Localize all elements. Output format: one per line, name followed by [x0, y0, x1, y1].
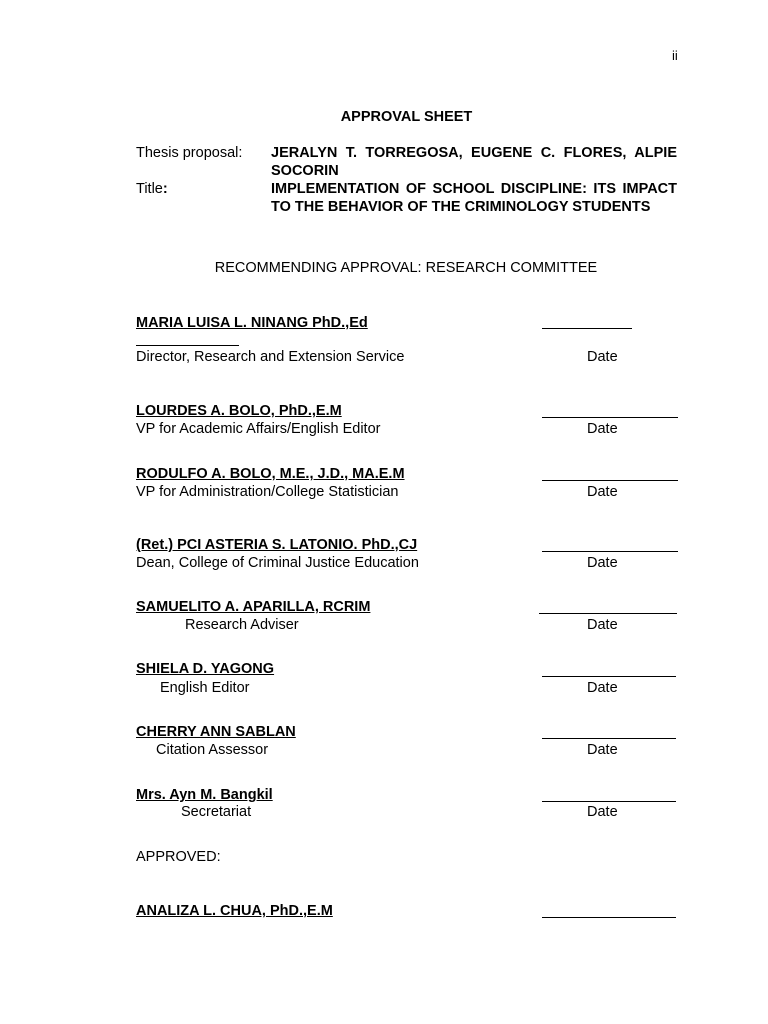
signatory-name-lourdes-bolo: LOURDES A. BOLO, PhD.,E.M [136, 403, 342, 419]
date-label: Date [587, 421, 618, 437]
date-line [542, 551, 678, 552]
page-number: ii [672, 48, 678, 63]
date-line [542, 480, 678, 481]
recommending-heading: RECOMMENDING APPROVAL: RESEARCH COMMITTEE [214, 260, 598, 276]
signatory-name-sablan: CHERRY ANN SABLAN [136, 724, 296, 740]
signatory-name-rodulfo-bolo: RODULFO A. BOLO, M.E., J.D., MA.E.M [136, 466, 405, 482]
thesis-title-value: IMPLEMENTATION OF SCHOOL DISCIPLINE: ITS IMPACT TO THE BEHAVIOR OF THE CRIMINOLOGY STUDENTS [271, 181, 677, 215]
date-label: Date [587, 484, 618, 500]
date-line [542, 801, 676, 802]
signatory-role: Secretariat [181, 804, 252, 820]
title-label-text: Title [136, 181, 163, 197]
title-label-colon: : [162, 181, 168, 197]
signatory-name-aparilla: SAMUELITO A. APARILLA, RCRIM [136, 599, 371, 615]
date-label: Date [587, 680, 618, 696]
approver-name-chua: ANALIZA L. CHUA, PhD.,E.M [136, 903, 333, 919]
signatory-role: VP for Academic Affairs/English Editor [136, 421, 381, 437]
signatory-role: English Editor [160, 680, 250, 696]
date-label: Date [587, 349, 618, 365]
signatory-name-latonio: (Ret.) PCI ASTERIA S. LATONIO. PhD.,CJ [136, 537, 418, 553]
approved-label: APPROVED: [136, 849, 221, 865]
date-label: Date [587, 555, 618, 571]
signatory-role: Research Adviser [185, 617, 299, 633]
date-line [542, 328, 632, 329]
date-line [542, 676, 676, 677]
date-line [542, 738, 676, 739]
date-label: Date [587, 742, 618, 758]
date-label: Date [587, 617, 618, 633]
signatory-role: Citation Assessor [156, 742, 269, 758]
signatory-name-bangkil: Mrs. Ayn M. Bangkil [136, 787, 273, 803]
thesis-title-label [136, 180, 168, 198]
date-line [542, 417, 678, 418]
signatory-role: VP for Administration/College Statistician [136, 484, 399, 500]
thesis-proposal-value: JERALYN T. TORREGOSA, EUGENE C. FLORES, ALPIE SOCORIN [271, 145, 677, 179]
date-line [539, 613, 677, 614]
signatory-role: Dean, College of Criminal Justice Education [136, 555, 419, 571]
date-line [542, 917, 676, 918]
signatory-name-yagong: SHIELA D. YAGONG [136, 661, 275, 677]
signatory-name-ninang: MARIA LUISA L. NINANG PhD.,Ed [136, 315, 368, 331]
thesis-proposal-label: Thesis proposal: [136, 145, 243, 161]
date-label: Date [587, 804, 618, 820]
page-title: APPROVAL SHEET [340, 109, 473, 125]
signature-line [136, 345, 239, 346]
signatory-role: Director, Research and Extension Service [136, 349, 405, 365]
